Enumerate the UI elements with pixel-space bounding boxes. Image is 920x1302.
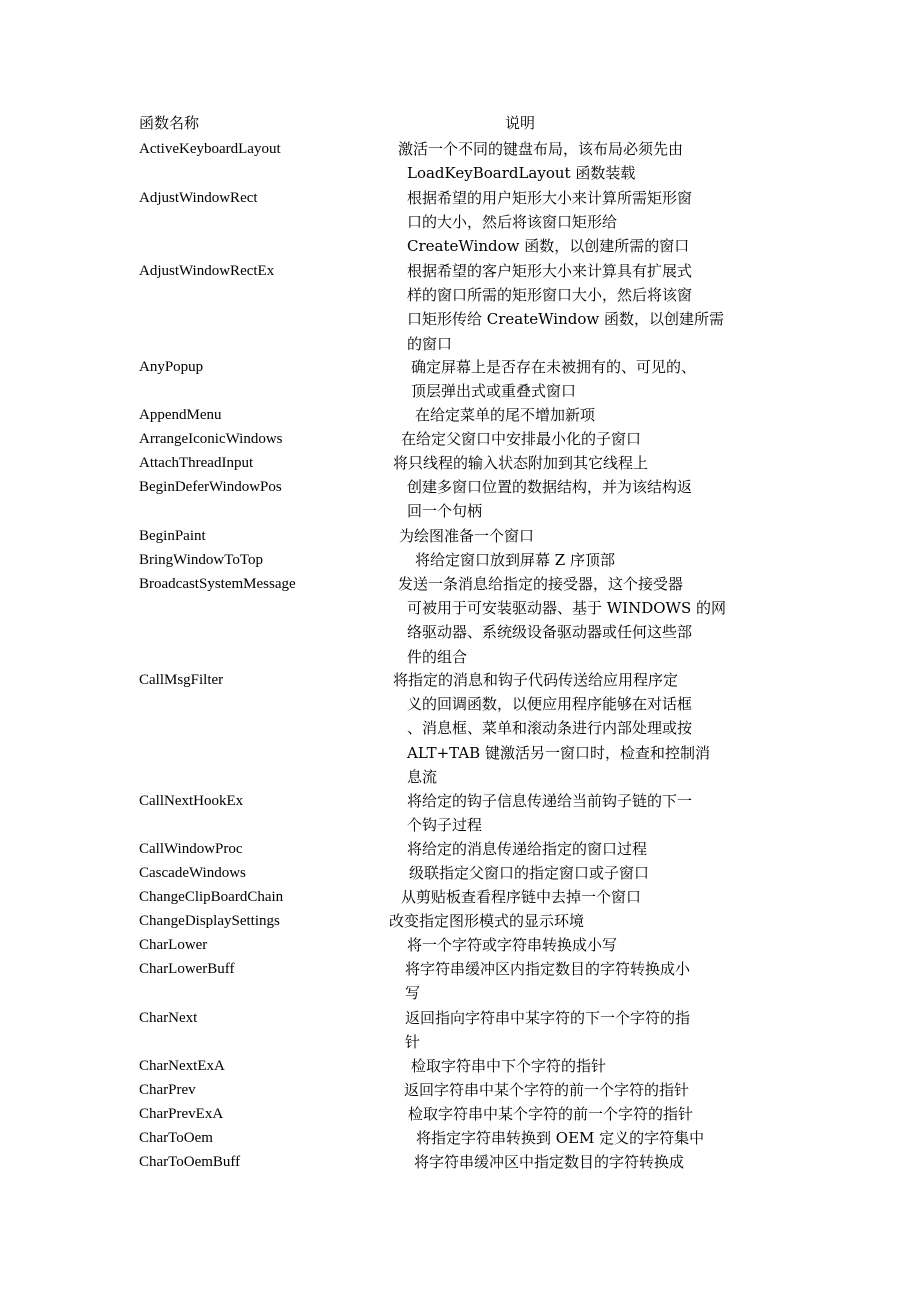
function-name: BeginPaint	[139, 528, 206, 544]
function-description	[0, 837, 647, 861]
function-name: AdjustWindowRect	[139, 190, 258, 206]
function-description	[0, 885, 641, 909]
description-line: 级联指定父窗口的指定窗口或子窗口	[409, 864, 650, 882]
description-line: 将给定的消息传递给指定的窗口过程	[407, 840, 648, 858]
function-description	[0, 186, 692, 259]
function-name: ArrangeIconicWindows	[139, 431, 283, 447]
description-line: 将只线程的输入状态附加到其它线程上	[393, 454, 649, 472]
description-line: 义的回调函数，以便应用程序能够在对话框	[407, 695, 693, 714]
function-description	[0, 427, 641, 451]
function-description	[0, 1102, 693, 1126]
description-line: 口的大小，然后将该窗口矩形给	[407, 213, 618, 232]
function-description	[0, 1006, 690, 1054]
description-line: 检取字符串中下个字符的指针	[411, 1057, 607, 1075]
description-line: 在给定父窗口中安排最小化的子窗口	[401, 430, 642, 448]
function-description	[0, 403, 595, 427]
description-line: 将指定的消息和钩子代码传送给应用程序定	[393, 671, 679, 689]
description-line: 回一个句柄	[407, 502, 483, 521]
description-line: CreateWindow 函数，以创建所需的窗口	[407, 237, 690, 256]
description-line: 将字符串缓冲区内指定数目的字符转换成小	[405, 960, 691, 978]
description-line: 的窗口	[407, 334, 453, 353]
function-name: CharPrev	[139, 1082, 196, 1098]
description-line: 、消息框、菜单和滚动条进行内部处理或按	[407, 719, 693, 738]
description-line: 络驱动器、系统级设备驱动器或任何这些部	[407, 623, 693, 642]
description-line: 件的组合	[407, 647, 468, 666]
description-line: 在给定菜单的尾不增加新项	[415, 406, 596, 424]
description-line: ALT+TAB 键激活另一窗口时，检查和控制消	[407, 743, 710, 762]
function-name: CharPrevExA	[139, 1106, 224, 1122]
description-line: 口矩形传给 CreateWindow 函数，以创建所需	[407, 310, 724, 329]
description-line: 样的窗口所需的矩形窗口大小，然后将该窗	[407, 286, 693, 305]
description-line: 将给定的钩子信息传递给当前钩子链的下一	[407, 792, 693, 810]
function-name: ChangeDisplaySettings	[139, 913, 280, 929]
function-description	[0, 668, 710, 789]
function-name: AttachThreadInput	[139, 455, 254, 471]
description-line: 发送一条消息给指定的接受器，这个接受器	[398, 575, 684, 593]
function-description	[0, 259, 724, 356]
description-line: 将给定窗口放到屏幕 Z 序顶部	[415, 551, 615, 569]
function-name: CharToOem	[139, 1130, 213, 1146]
function-name: CharNextExA	[139, 1058, 225, 1074]
description-line: LoadKeyBoardLayout 函数装载	[407, 164, 636, 183]
function-name: ChangeClipBoardChain	[139, 889, 284, 905]
function-name: AnyPopup	[139, 359, 204, 375]
description-line: 将字符串缓冲区中指定数目的字符转换成	[414, 1153, 685, 1171]
function-description	[0, 957, 690, 1005]
description-line: 检取字符串中某个字符的前一个字符的指针	[408, 1105, 694, 1123]
description-line: 将一个字符或字符串转换成小写	[407, 936, 618, 954]
description-line: 改变指定图形模式的显示环境	[389, 912, 585, 930]
description-line: 针	[405, 1033, 421, 1052]
function-description	[0, 909, 584, 933]
function-name: CallWindowProc	[139, 841, 243, 857]
function-name: CharNext	[139, 1010, 198, 1026]
column-header-function-name: 函数名称	[139, 114, 200, 132]
function-description	[0, 137, 683, 185]
function-description	[0, 355, 696, 403]
description-line: 息流	[407, 767, 438, 786]
function-name: BroadcastSystemMessage	[139, 576, 296, 592]
description-line: 根据希望的客户矩形大小来计算具有扩展式	[407, 262, 693, 280]
description-line: 可被用于可安装驱动器、基于 WINDOWS 的网	[407, 599, 727, 618]
function-name: CallNextHookEx	[139, 793, 244, 809]
function-name: CascadeWindows	[139, 865, 246, 881]
function-description	[0, 933, 617, 957]
function-name: ActiveKeyboardLayout	[139, 141, 281, 157]
function-description	[0, 548, 615, 572]
description-line: 确定屏幕上是否存在未被拥有的、可见的、	[411, 358, 697, 376]
function-name: CharToOemBuff	[139, 1154, 241, 1170]
description-line: 顶层弹出式或重叠式窗口	[411, 382, 577, 401]
function-name: AdjustWindowRectEx	[139, 263, 275, 279]
function-name: CallMsgFilter	[139, 672, 224, 688]
function-description	[0, 524, 534, 548]
function-description	[0, 1126, 704, 1150]
column-header-description: 说明	[505, 114, 536, 132]
description-line: 将指定字符串转换到 OEM 定义的字符集中	[416, 1129, 705, 1147]
function-name: CharLower	[139, 937, 208, 953]
function-name: BringWindowToTop	[139, 552, 263, 568]
function-description	[0, 451, 648, 475]
function-name: CharLowerBuff	[139, 961, 235, 977]
description-line: 根据希望的用户矩形大小来计算所需矩形窗	[407, 189, 693, 207]
function-description	[0, 1150, 684, 1174]
description-line: 个钩子过程	[407, 816, 483, 835]
description-line: 创建多窗口位置的数据结构，并为该结构返	[407, 478, 693, 496]
function-description	[0, 475, 692, 523]
function-description	[0, 789, 692, 837]
function-name: AppendMenu	[139, 407, 222, 423]
description-line: 返回字符串中某个字符的前一个字符的指针	[404, 1081, 690, 1099]
description-line: 写	[405, 984, 421, 1003]
description-line: 从剪贴板查看程序链中去掉一个窗口	[401, 888, 642, 906]
function-description	[0, 1078, 689, 1102]
function-description	[0, 861, 649, 885]
description-line: 激活一个不同的键盘布局，该布局必须先由	[398, 140, 684, 158]
function-description	[0, 572, 726, 669]
function-description	[0, 1054, 606, 1078]
function-name: BeginDeferWindowPos	[139, 479, 282, 495]
description-line: 为绘图准备一个窗口	[399, 527, 535, 545]
description-line: 返回指向字符串中某字符的下一个字符的指	[405, 1009, 691, 1027]
